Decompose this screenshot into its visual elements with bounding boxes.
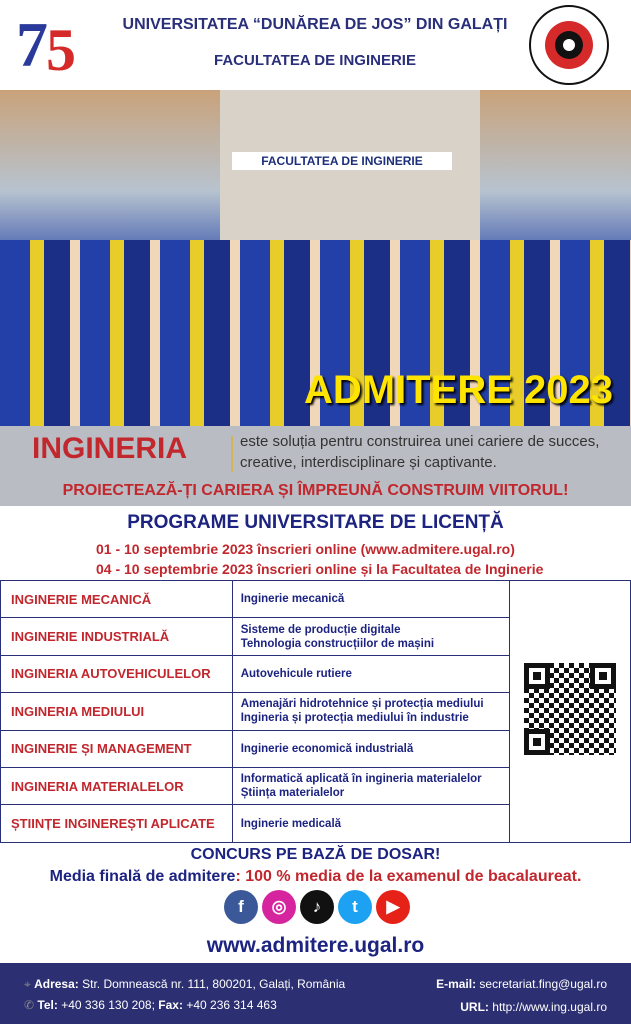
specialization: Tehnologia construcțiilor de mașini xyxy=(240,637,435,650)
specializations xyxy=(232,693,509,730)
email xyxy=(436,977,607,991)
specialization: Amenajări hidrotehnice și protecția mediului xyxy=(240,698,484,711)
email-label: E-mail: xyxy=(436,977,477,991)
program-row xyxy=(1,581,631,618)
svg-text:5: 5 xyxy=(46,17,76,83)
footer xyxy=(0,963,631,1024)
media-label: Media finală de admitere xyxy=(49,868,236,885)
specializations xyxy=(232,618,509,655)
domain-name: INGINERIA MATERIALELOR xyxy=(1,767,233,804)
youtube-icon[interactable]: ▶ xyxy=(376,890,410,924)
specializations xyxy=(232,805,509,842)
tel-value: +40 336 130 208; xyxy=(61,998,155,1012)
address xyxy=(24,977,345,992)
specialization: Inginerie medicală xyxy=(240,817,342,830)
qr-code[interactable] xyxy=(524,663,616,755)
specialization: Inginerie mecanică xyxy=(240,593,345,606)
twitter-icon[interactable]: t xyxy=(338,890,372,924)
qr-cell xyxy=(510,581,631,843)
divider xyxy=(231,436,233,472)
anniversary-75-logo xyxy=(14,4,94,86)
date-faculty: 04 - 10 septembrie 2023 înscrieri online și la Facultatea de Inginerie xyxy=(96,561,544,577)
url xyxy=(460,1000,607,1014)
banner-title: INGINERIA xyxy=(32,432,188,465)
specializations xyxy=(232,767,509,804)
address-label: Adresa: xyxy=(34,977,79,991)
fax-value: +40 236 314 463 xyxy=(186,998,277,1012)
specializations xyxy=(232,581,509,618)
domain-name: INGINERIE ȘI MANAGEMENT xyxy=(1,730,233,767)
domain-name: INGINERIE INDUSTRIALĂ xyxy=(1,618,233,655)
specialization: Inginerie economică industrială xyxy=(240,742,414,755)
university-name: UNIVERSITATEA “DUNĂREA DE JOS” DIN GALAȚI xyxy=(122,16,508,33)
concurs-notice: CONCURS PE BAZĂ DE DOSAR! xyxy=(190,846,441,863)
media-value: : 100 % media de la examenul de bacalaureat. xyxy=(235,868,582,885)
specialization: Informatică aplicată în ingineria materialelor xyxy=(240,773,482,786)
specialization: Sisteme de producție digitale xyxy=(240,623,401,636)
tiktok-icon[interactable]: ♪ xyxy=(300,890,334,924)
programs-title: PROGRAME UNIVERSITARE DE LICENȚĂ xyxy=(127,512,504,533)
domain-name: INGINERIA AUTOVEHICULELOR xyxy=(1,655,233,692)
phone xyxy=(24,998,277,1012)
social-links xyxy=(224,890,410,924)
phone-icon: ✆ xyxy=(24,998,38,1012)
graduates-photo xyxy=(0,90,631,426)
specialization: Ingineria și protecția mediului în industrie xyxy=(240,712,469,725)
facebook-icon[interactable]: f xyxy=(224,890,258,924)
specializations xyxy=(232,730,509,767)
building-sign: FACULTATEA DE INGINERIE xyxy=(232,152,452,170)
faculty-name: FACULTATEA DE INGINERIE xyxy=(214,52,416,69)
website-link[interactable]: www.admitere.ugal.ro xyxy=(206,934,425,957)
date-online: 01 - 10 septembrie 2023 înscrieri online (www.admitere.ugal.ro) xyxy=(96,541,515,557)
specializations xyxy=(232,655,509,692)
address-value: Str. Domnească nr. 111, 800201, Galați, România xyxy=(82,977,346,991)
domain-name: ȘTIINȚE INGINEREȘTI APLICATE xyxy=(1,805,233,842)
programs-table xyxy=(0,580,631,843)
engineering-banner xyxy=(0,426,631,506)
domain-name: INGINERIA MEDIULUI xyxy=(1,693,233,730)
tel-label: Tel: xyxy=(37,998,58,1012)
header xyxy=(0,0,631,90)
banner-slogan: PROIECTEAZĂ-ȚI CARIERA ȘI ÎMPREUNĂ CONSTRUIM VIITORUL! xyxy=(62,482,569,499)
email-value[interactable]: secretariat.fing@ugal.ro xyxy=(479,977,607,991)
fax-label: Fax: xyxy=(158,998,183,1012)
admission-headline: ADMITERE 2023 xyxy=(304,368,613,412)
faculty-seal-logo xyxy=(528,4,610,86)
specialization: Autovehicule rutiere xyxy=(240,667,352,680)
domain-name: INGINERIE MECANICĂ xyxy=(1,581,233,618)
instagram-icon[interactable]: ◎ xyxy=(262,890,296,924)
location-icon: ⌖ xyxy=(24,977,35,991)
admission-average xyxy=(0,868,631,886)
url-label: URL: xyxy=(460,1000,489,1014)
specialization: Știința materialelor xyxy=(240,787,345,800)
banner-description: este soluția pentru construirea unei cariere de succes, creative, interdisciplinare și captivante. xyxy=(240,433,600,471)
url-value[interactable]: http://www.ing.ugal.ro xyxy=(492,1000,607,1014)
svg-text:7: 7 xyxy=(16,9,48,80)
